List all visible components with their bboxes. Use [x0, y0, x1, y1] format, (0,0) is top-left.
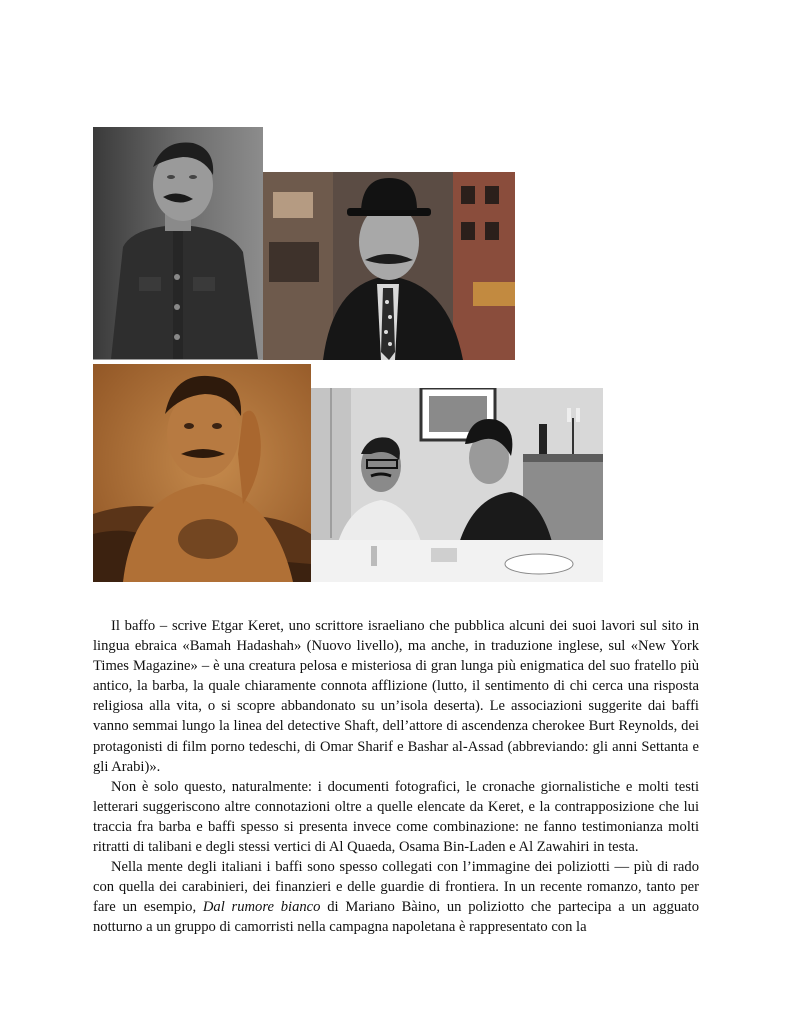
photo-two-men-table [311, 388, 603, 582]
paragraph-1: Il baffo – scrive Etgar Keret, uno scrittore israeliano che pubblica alcuni dei suoi lavori sul sito in lingua ebraica «Bamah Hadashah» (Nuovo livello), ma anche, in traduzione inglese, sul «New York Times Magazine» – è una creatura pelosa e misteriosa di gran lunga più enigmatica del suo fratello più antico, la barba, la quale chiaramente connota afflizione (lutto, il sentimento di chi cerca una risposta religiosa alla vita, o si scopre abbandonato su un’isola deserta). Le associazioni suggerite dai baffi vanno semmai lungo la linea del detective Shaft, dell’attore di ascendenza cherokee Burt Reynolds, dei protagonisti di film porno tedeschi, di Omar Sharif e Bashar al-Assad (abbreviando: gli anni Settanta e gli Arabi)». [93, 618, 699, 775]
photo-man-in-hat [263, 172, 515, 360]
book-title: Dal rumore bianco [202, 899, 321, 916]
paragraph-3-start: Nella mente degli italiani i baffi sono spesso collegati con l’immagine dei poliziotti — più di rado con quella dei carabinieri, dei finanzieri e delle guardie di frontiera. In un recente romanzo, tanto per fare un esempio, [93, 859, 699, 916]
photo-rule [93, 359, 263, 360]
photo-sepia-man [93, 364, 311, 582]
article-body [93, 616, 699, 938]
paragraph-3 [93, 857, 699, 937]
photo-stalin-portrait [93, 127, 263, 359]
paragraph-2: Non è solo questo, naturalmente: i documenti fotografici, le cronache giornalistiche e molti testi letterari suggeriscono altre connotazioni oltre a quelle elencate da Keret, e la contrapposizione che lui traccia fra barba e baffi spesso si presenta invece come combinazione: ne fanno testimonianza molti ritratti di talibani e degli stessi vertici di Al Quaeda, Osama Bin-Laden e Al Zawahiri in testa. [93, 778, 699, 856]
paragraph-3-end: di Mariano Bàino, un poliziotto che partecipa a un agguato notturno a un gruppo di camorristi nella campagna napoletana è rappresentato con la [93, 899, 700, 936]
